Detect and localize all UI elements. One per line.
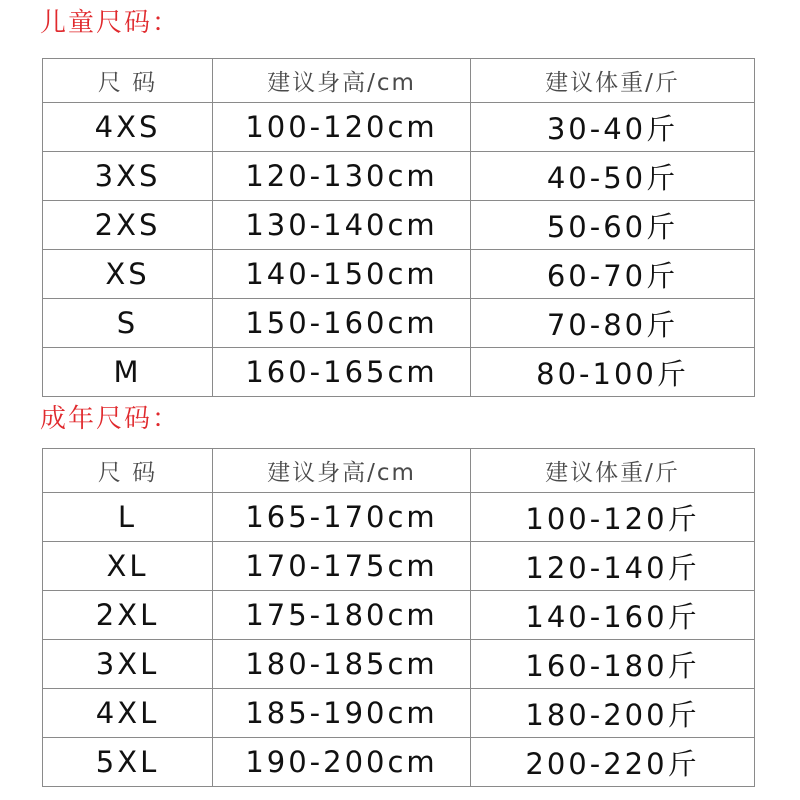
table-header-row bbox=[43, 59, 755, 103]
table-row bbox=[43, 640, 755, 689]
adult-size-title: 成年尺码： bbox=[40, 404, 181, 434]
weight-cell: 30-40斤 bbox=[471, 103, 755, 152]
weight-cell: 120-140斤 bbox=[471, 542, 755, 591]
weight-cell: 160-180斤 bbox=[471, 640, 755, 689]
size-cell: 2XS bbox=[43, 201, 213, 250]
size-cell: M bbox=[43, 348, 213, 397]
header-height: 建议身高/cm bbox=[213, 449, 471, 493]
table-row bbox=[43, 542, 755, 591]
kids-size-table bbox=[42, 58, 755, 397]
weight-cell: 40-50斤 bbox=[471, 152, 755, 201]
weight-cell: 140-160斤 bbox=[471, 591, 755, 640]
size-cell: 4XS bbox=[43, 103, 213, 152]
size-cell: 3XS bbox=[43, 152, 213, 201]
height-cell: 190-200cm bbox=[213, 738, 471, 787]
weight-cell: 200-220斤 bbox=[471, 738, 755, 787]
height-cell: 140-150cm bbox=[213, 250, 471, 299]
table-row bbox=[43, 152, 755, 201]
kids-size-title: 儿童尺码： bbox=[40, 8, 181, 38]
table-header-row bbox=[43, 449, 755, 493]
header-height: 建议身高/cm bbox=[213, 59, 471, 103]
table-row bbox=[43, 201, 755, 250]
weight-cell: 180-200斤 bbox=[471, 689, 755, 738]
header-size: 尺 码 bbox=[43, 449, 213, 493]
table-row bbox=[43, 493, 755, 542]
header-size: 尺 码 bbox=[43, 59, 213, 103]
header-weight: 建议体重/斤 bbox=[471, 59, 755, 103]
size-cell: 5XL bbox=[43, 738, 213, 787]
height-cell: 130-140cm bbox=[213, 201, 471, 250]
weight-cell: 70-80斤 bbox=[471, 299, 755, 348]
table-row bbox=[43, 689, 755, 738]
weight-cell: 50-60斤 bbox=[471, 201, 755, 250]
height-cell: 150-160cm bbox=[213, 299, 471, 348]
size-cell: 2XL bbox=[43, 591, 213, 640]
height-cell: 160-165cm bbox=[213, 348, 471, 397]
size-cell: XS bbox=[43, 250, 213, 299]
height-cell: 180-185cm bbox=[213, 640, 471, 689]
height-cell: 100-120cm bbox=[213, 103, 471, 152]
table-row bbox=[43, 250, 755, 299]
size-cell: L bbox=[43, 493, 213, 542]
weight-cell: 80-100斤 bbox=[471, 348, 755, 397]
size-cell: S bbox=[43, 299, 213, 348]
table-row bbox=[43, 738, 755, 787]
height-cell: 170-175cm bbox=[213, 542, 471, 591]
height-cell: 185-190cm bbox=[213, 689, 471, 738]
weight-cell: 60-70斤 bbox=[471, 250, 755, 299]
size-cell: 3XL bbox=[43, 640, 213, 689]
table-row bbox=[43, 103, 755, 152]
header-weight: 建议体重/斤 bbox=[471, 449, 755, 493]
height-cell: 165-170cm bbox=[213, 493, 471, 542]
height-cell: 175-180cm bbox=[213, 591, 471, 640]
size-cell: XL bbox=[43, 542, 213, 591]
table-row bbox=[43, 348, 755, 397]
table-row bbox=[43, 591, 755, 640]
weight-cell: 100-120斤 bbox=[471, 493, 755, 542]
table-row bbox=[43, 299, 755, 348]
adult-size-table bbox=[42, 448, 755, 787]
size-cell: 4XL bbox=[43, 689, 213, 738]
height-cell: 120-130cm bbox=[213, 152, 471, 201]
